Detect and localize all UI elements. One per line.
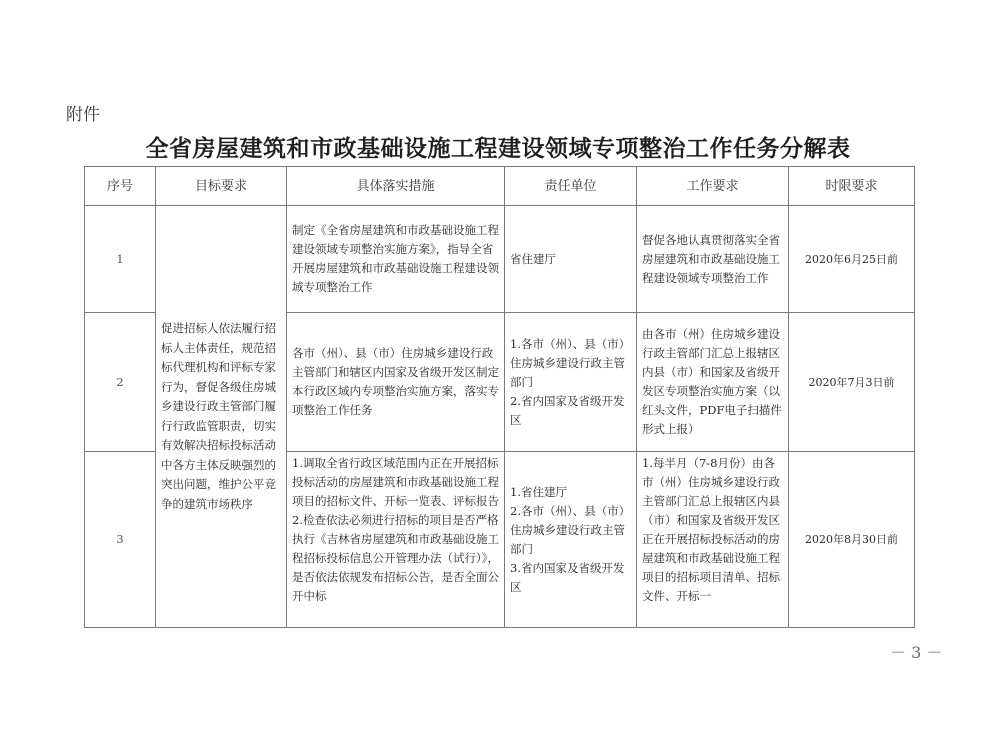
requirements-cell: [637, 452, 789, 628]
row-number: 3: [85, 452, 156, 628]
table-header-row: [85, 167, 915, 206]
requirements-cell: 督促各地认真贯彻落实全省房屋建筑和市政基础设施工程建设领域专项整治工作: [637, 206, 789, 313]
units-cell: 1.省住建厅 2.各市（州）、县（市）住房城乡建设行政主管部门 3.省内国家及省级开发区: [505, 452, 637, 628]
column-header-goal: 目标要求: [156, 167, 287, 206]
units-cell: 省住建厅: [505, 206, 637, 313]
deadline-cell: 2020年8月30日前: [789, 452, 915, 628]
goal-cell: 促进招标人依法履行招标人主体责任，规范招标代理机构和评标专家行为，督促各级住房城乡建设行政主管部门履行行政监管职责，切实有效解决招标投标活动中各方主体反映强烈的突出问题，维护公平竞争的建筑市场秩序: [156, 206, 287, 628]
page-title: 全省房屋建筑和市政基础设施工程建设领域专项整治工作任务分解表: [145, 135, 851, 162]
column-header-no: 序号: [85, 167, 156, 206]
page-number: － 3 －: [890, 643, 943, 662]
units-cell: 1.各市（州）、县（市）住房城乡建设行政主管部门 2.省内国家及省级开发区: [505, 313, 637, 452]
measures-cell: 制定《全省房屋建筑和市政基础设施工程建设领域专项整治实施方案》，指导全省开展房屋建筑和市政基础设施工程建设领域专项整治工作: [287, 206, 505, 313]
row-number: 1: [85, 206, 156, 313]
requirements-text: 1.每半月（7-8月份）由各市（州）住房城乡建设行政主管部门汇总上报辖区内县（市）和国家及省级开发区正在开展招标投标活动的房屋建筑和市政基础设施工程项目的招标项目清单、招标文件、开标一: [642, 456, 780, 603]
task-breakdown-table: [84, 166, 915, 628]
row-number: 2: [85, 313, 156, 452]
measures-cell: 各市（州）、县（市）住房城乡建设行政主管部门和辖区内国家及省级开发区制定本行政区域内专项整治实施方案，落实专项整治工作任务: [287, 313, 505, 452]
measures-text: 1.调取全省行政区域范围内正在开展招标投标活动的房屋建筑和市政基础设施工程项目的招标文件、开标一览表、评标报告 2.检查依法必须进行招标的项目是否严格执行《吉林省房屋建筑和市政基础设施工程招标投标信息公开管理办法（试行）》，是否依法依规发布招标公告，是否全面公开中标: [292, 456, 499, 603]
table-row: [85, 206, 915, 313]
measures-cell: [287, 452, 505, 628]
deadline-cell: 2020年6月25日前: [789, 206, 915, 313]
deadline-cell: 2020年7月3日前: [789, 313, 915, 452]
column-header-deadline: 时限要求: [789, 167, 915, 206]
column-header-measures: 具体落实措施: [287, 167, 505, 206]
column-header-units: 责任单位: [505, 167, 637, 206]
column-header-requirements: 工作要求: [637, 167, 789, 206]
requirements-cell: 由各市（州）住房城乡建设行政主管部门汇总上报辖区内县（市）和国家及省级开发区专项整治实施方案（以红头文件，PDF电子扫描件形式上报）: [637, 313, 789, 452]
attachment-label: 附件: [66, 105, 100, 125]
